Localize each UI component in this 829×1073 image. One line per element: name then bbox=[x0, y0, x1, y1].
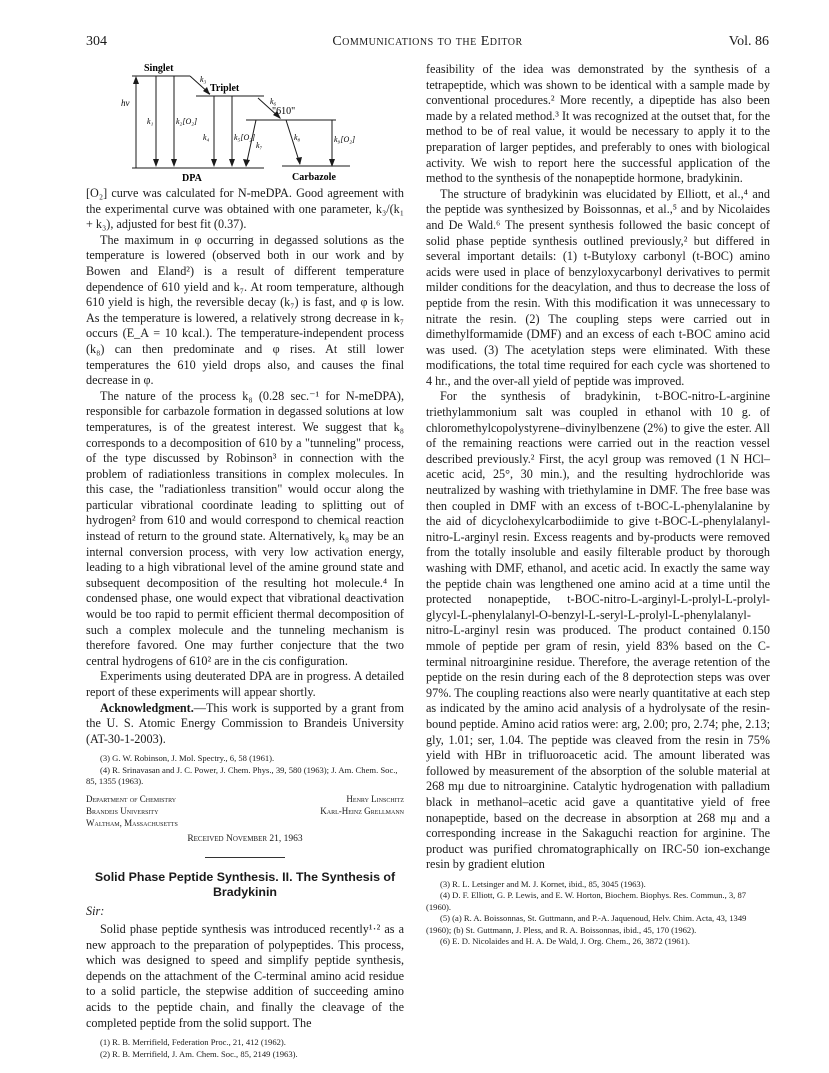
footnote: (5) (a) R. A. Boissonnas, St. Guttmann, and P.-A. Jaquenoud, Helv. Chim. Acta, 43, 1349 (1960); (b) St. Guttmann, J. Pless, and R. A. Boissonnas, ibid., 45, 170 (1962). bbox=[426, 913, 747, 935]
k5-label: k₅[O₂] bbox=[234, 133, 256, 142]
acknowledgment bbox=[86, 701, 404, 748]
k9-label: k₉[O₂] bbox=[334, 135, 356, 144]
k7-label: k₇ bbox=[256, 141, 263, 150]
acknowledgment-label: Acknowledgment. bbox=[100, 700, 194, 715]
paragraph: The maximum in φ occurring in degassed solutions as the temperature is lowered (observed both in our work and by Bowen and Eland²) is a result of different temperature dependence of 610 yield and k₇. At room temperature, although 610 yield is high, the reversible decay (k₇) is fast, and φ is low. As the temperature is lowered, a relatively strong decrease in k₇ occurs (E_A = 10 kcal.). The temperature-independent process (k₈) can then predominate and φ rises. At still lower temperatures the 610 yield drops also, and causes the final decrease in φ. bbox=[86, 232, 404, 388]
article-title: Solid Phase Peptide Synthesis. II. The Synthesis of Bradykinin bbox=[94, 870, 396, 900]
running-header bbox=[86, 34, 769, 54]
author-name: Henry Linschitz bbox=[346, 793, 404, 804]
footnotes bbox=[426, 879, 770, 948]
footnote: (6) E. D. Nicolaides and H. A. De Wald, J. Org. Chem., 26, 3872 (1961). bbox=[440, 936, 690, 947]
affiliation-left bbox=[86, 793, 178, 829]
paragraph: Solid phase peptide synthesis was introduced recently¹·² as a new approach to the preparation of polypeptides. This process, which was designed to speed and simplify peptide synthesis, depends on the attachment of the C-terminal amino acid residue to a solid particle, the stepwise addition of succeeding amino acids to the peptide chain, and finally the cleavage of the completed peptide from the solid support. The bbox=[86, 922, 404, 1030]
affiliation-line: Department of Chemistry bbox=[86, 793, 177, 804]
affiliation-line: Brandeis University bbox=[86, 805, 159, 816]
k8-label: k₈ bbox=[294, 133, 301, 142]
k4-label: k₄ bbox=[203, 133, 210, 142]
paragraph: feasibility of the idea was demonstrated by the synthesis of a tetrapeptide, which was shown to be identical with a sample made by conventional procedures.² More recently, a dipeptide has also been made by a related method.³ It was recognized at the outset that, for the method to be of real value, it would be necessary to apply it to the preparation of larger peptides, and preferably to ones with biological activity. We wish to report here the successful application of the method to the synthesis of the nonapeptide hormone, bradykinin. bbox=[426, 62, 770, 186]
dpa-label: DPA bbox=[182, 173, 202, 184]
footnote: (1) R. B. Merrifield, Federation Proc., 21, 412 (1962). bbox=[100, 1037, 286, 1048]
page-number: 304 bbox=[86, 34, 107, 49]
received-date: Received November 21, 1963 bbox=[187, 833, 303, 844]
footnote: (4) D. F. Elliott, G. P. Lewis, and E. W. Horton, Biochem. Biophys. Res. Commun., 3, 87 (1960). bbox=[426, 890, 747, 912]
carbazole-label: Carbazole bbox=[292, 172, 336, 183]
paragraph: The nature of the process k₈ (0.28 sec.⁻¹ for N-meDPA), responsible for carbazole formation in degassed solutions at low temperatures, is of the greatest interest. We suggest that k₈ corresponds to a decomposition of 610 by a "tunneling" process, of the type discussed by Robinson³ in connection with the problem of radiationless transitions in complex molecules. In this case, the "radiationless transition" would occur along the particular vibrational coordinate leading to splitting out of hydrogen² from 610 and would correspond to chemical reaction instead of return to the ground state. Alternatively, k₈ may be an internal conversion process, with very low activation energy, leading to a high vibrational level of the amine ground state and subsequent decomposition of the resulting hot molecule.⁴ In condensed phase, one would expect that vibrational deactivation would be too rapid to permit efficient thermal decomposition of such a complex molecule and the tunneling mechanism is therefore favored. One may further conjecture that the two central hydrogens of 610² are in the cis configuration. bbox=[86, 388, 404, 668]
salutation: Sir: bbox=[86, 904, 105, 919]
paragraph: Experiments using deuterated DPA are in progress. A detailed report of these experiments will appear shortly. bbox=[86, 669, 404, 699]
k6-label: k₆ bbox=[270, 97, 277, 106]
k2-label: k₂[O₂] bbox=[176, 117, 198, 126]
author-names bbox=[320, 793, 404, 829]
footnote: (3) G. W. Robinson, J. Mol. Spectry., 6, 58 (1961). bbox=[100, 753, 275, 764]
paragraph: For the synthesis of bradykinin, t-BOC-nitro-L-arginine triethylammonium salt was coupled in ethanol with 10 g. of chloromethylcopolystyrene–divinylbenzene (2%) to give the ester. All of the remaining reactions were carried out in the reaction vessel described previously.² First, the acyl group was removed (1 N HCl–acetic acid, 25°, 30 min.), and the resulting hydrochloride was neutralized by washing with triethylamine in DMF. The free base was then coupled in DMF with an excess of t-BOC-L-phenylalanine by the aid of dicyclohexylcarbodiimide to give t-BOC-L-phenylalanyl-nitro-L-arginyl resin. Excess reagents and by-products were removed from the totally insoluble and easily filterable product by thorough washing with DMF, ethanol, and acetic acid. In exactly the same way the peptide chain was lengthened one amino acid at a time until the protected nonapeptide, t-BOC-nitro-L-arginyl-L-prolyl-L-prolyl-glycyl-L-phenylalanyl-O-benzyl-L-seryl-L-prolyl-L-phenylalanyl-nitro-L-arginyl resin was produced. The product contained 0.150 mmole of peptide per gram of resin, yield 83% based on the C-terminal nitroarginine residue. Therefore, the average retention of the peptide on the resin during each of the 8 deprotection steps was over 97%. The coupling reactions also were nearly quantitative at each step as indicated by the amino acid analysis of a hydrolysate of the resin-bound peptide. Amino acid ratios were: arg, 2.00; pro, 2.74; phe, 2.13; gly, 1.01; ser, 1.04. The peptide was cleaved from the resin in 75% yield with HBr in trifluoroacetic acid. The amount liberated was followed by measurement of the absorption of the soluble material at 268 mμ due to nitroarginine. Catalytic hydrogenation with palladium black in methanol–acetic acid gave a quantitative yield of free nonapeptide, based on the decrease in absorption at 268 mμ and a corresponding increase in the Sakaguchi reaction for arginine. The product was purified chromatographically on IRC-50 ion-exchange resin by gradient elution bbox=[426, 389, 770, 872]
volume-label: Vol. 86 bbox=[728, 34, 769, 49]
k1-label: k₁ bbox=[147, 117, 154, 126]
running-title: Communications to the Editor bbox=[332, 34, 523, 49]
k3-label: k₃ bbox=[200, 75, 207, 84]
footnotes bbox=[86, 753, 404, 788]
footnote: (2) R. B. Merrifield, J. Am. Chem. Soc., 85, 2149 (1963). bbox=[100, 1048, 298, 1059]
acknowledgment-text: —This work is supported by a grant from the U. S. Atomic Energy Commission to Brandeis University (AT-30-1-2003). bbox=[86, 700, 404, 746]
paragraph: The structure of bradykinin was elucidated by Elliott, et al.,⁴ and the peptide was synthesized by Boissonnas, et al.,⁵ and by Nicolaides and De Wald.⁶ The present synthesis followed the basic concept of solid phase peptide synthesis outlined previously,² but differed in several important details: (1) t-Butyloxy carbonyl (t-BOC) amino acids were used in place of benzyloxycarbonyl derivatives to permit milder conditions for the deacylation, and thus to decrease the loss of peptide from the resin. With this modification it was unnecessary to nitrate the resin. (2) The coupling steps were carried out in dimethylformamide (DMF) and an excess of each t-BOC amino acid was used. (3) The acetylation steps were eliminated. With these modifications, the total time required for each cycle was shortened to 4 hr., and the over-all yield of peptide was improved. bbox=[426, 186, 770, 388]
triplet-label: Triplet bbox=[210, 83, 240, 94]
hv-label: hν bbox=[121, 98, 130, 108]
left-column bbox=[86, 58, 404, 1060]
section-divider bbox=[205, 857, 285, 858]
footnotes bbox=[86, 1037, 404, 1060]
affiliation-block bbox=[86, 793, 404, 829]
singlet-label: Singlet bbox=[144, 63, 174, 74]
energy-level-diagram bbox=[86, 58, 404, 186]
state-610-label: "610" bbox=[272, 106, 296, 117]
author-name: Karl-Heinz Grellmann bbox=[320, 805, 404, 816]
affiliation-line: Waltham, Massachusetts bbox=[86, 817, 178, 828]
paragraph: [O₂] curve was calculated for N-meDPA. Good agreement with the experimental curve was obtained with one parameter, k₃/(k₁ + k₃), adjusted for best fit (0.37). bbox=[86, 186, 404, 232]
footnote: (3) R. L. Letsinger and M. J. Kornet, ibid., 85, 3045 (1963). bbox=[440, 878, 646, 889]
footnote: (4) R. Srinavasan and J. C. Power, J. Chem. Phys., 39, 580 (1963); J. Am. Chem. Soc., 85, 1355 (1963). bbox=[86, 764, 398, 787]
right-column bbox=[426, 62, 770, 948]
